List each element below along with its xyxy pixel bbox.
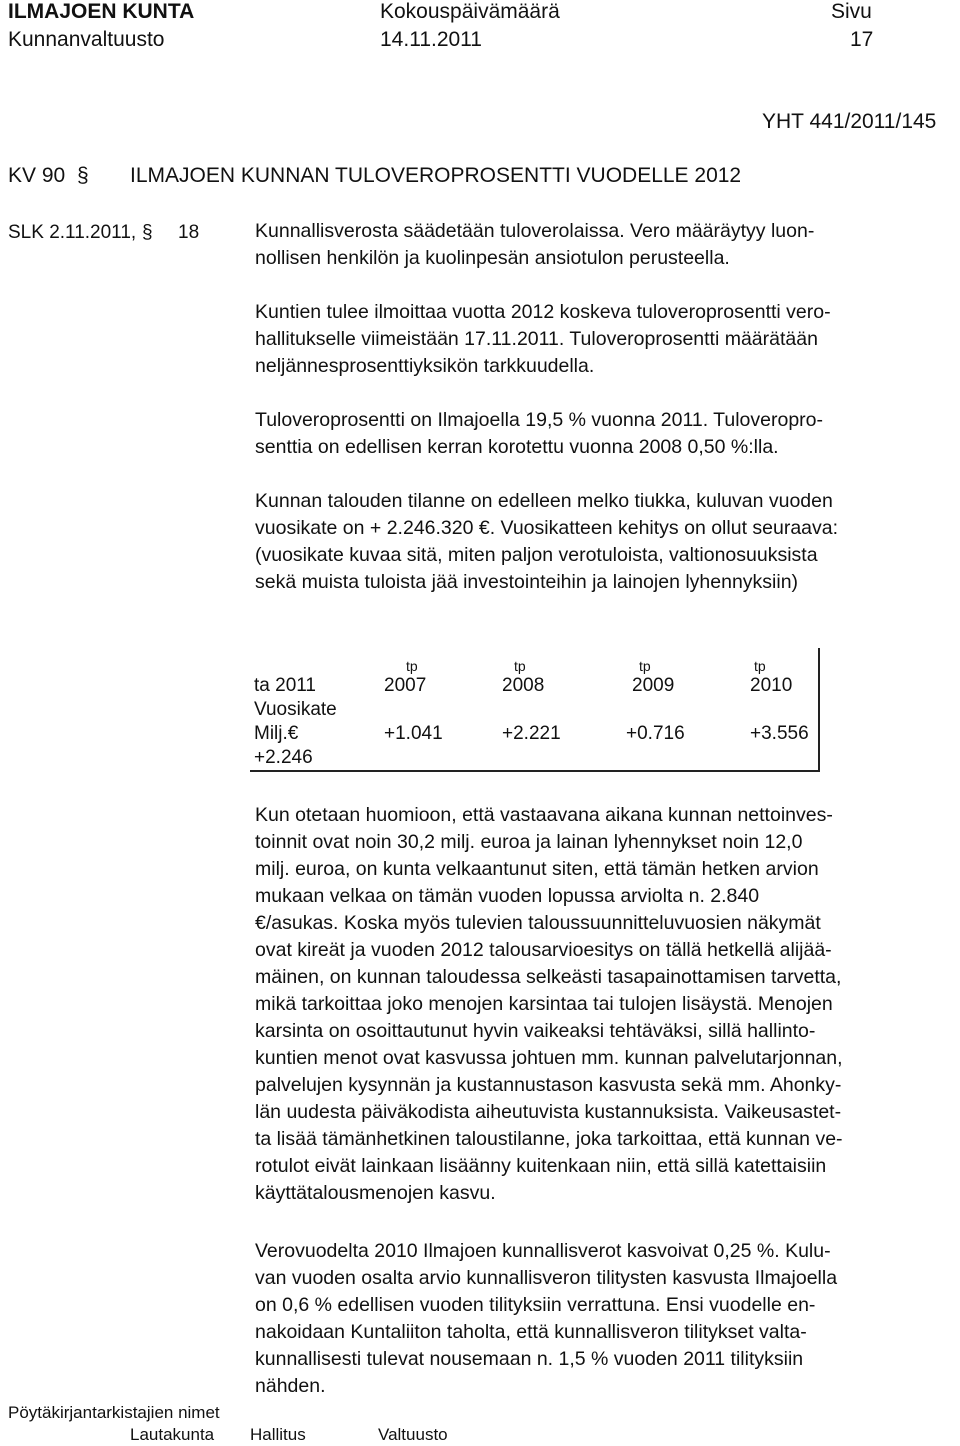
header-date: 14.11.2011 <box>380 28 482 51</box>
paragraph-2: Kuntien tulee ilmoittaa vuotta 2012 koskeva tuloveroprosentti vero- hallitukselle viimeistään 17.11.2011. Tuloveroprosentti määrätään neljännesprosenttiyksikön tarkkuudella. <box>255 301 831 377</box>
section-number: KV 90 <box>8 164 66 187</box>
tp-label: tp <box>754 658 766 674</box>
table-ta-value: +2.246 <box>254 747 313 768</box>
header-body: Kunnanvaltuusto <box>8 28 165 51</box>
table-value: +3.556 <box>750 723 809 744</box>
footer-label: Pöytäkirjantarkistajien nimet <box>8 1403 220 1422</box>
paragraph-6: Verovuodelta 2010 Ilmajoen kunnallisverot kasvoivat 0,25 %. Kulu- van vuoden osalta arvio kunnallisveron tilitysten kasvusta Ilmajoella on 0,6 % edellisen vuoden tilityksiin verrattuna. Ensi vuodelle en- nakoidaan Kuntaliiton taholta, että kunnallisveron tilitykset valta- kunnallisesti tulevat nousemaan n. 1,5 % vuoden 2011 tilityksiin nähden. <box>255 1240 838 1397</box>
tp-label: tp <box>514 658 526 674</box>
header-page: 17 <box>850 28 874 51</box>
tp-label: tp <box>406 658 418 674</box>
header-date-label: Kokouspäivämäärä <box>380 0 560 23</box>
paragraph-4: Kunnan talouden tilanne on edelleen melko tiukka, kuluvan vuoden vuosikate on + 2.246.320 €. Vuosikatteen kehitys on ollut seuraava: (vuosikate kuvaa sitä, miten paljon verotuloista, valtionosuuksista sekä muista tuloista jää investointeihin ja lainojen lyhennyksiin) <box>255 490 839 593</box>
footer-lautakunta: Lautakunta <box>130 1425 215 1444</box>
table-value: +0.716 <box>626 723 685 744</box>
section-title: ILMAJOEN KUNNAN TULOVEROPROSENTTI VUODELLE 2012 <box>130 164 742 187</box>
table-row-label: Vuosikate <box>254 699 337 720</box>
footer-valtuusto: Valtuusto <box>378 1425 448 1444</box>
paragraph-3: Tuloveroprosentti on Ilmajoella 19,5 % vuonna 2011. Tuloveropro- senttia on edellisen kerran korotettu vuonna 2008 0,50 %:lla. <box>255 409 824 458</box>
tp-label: tp <box>639 658 651 674</box>
prior-num: 18 <box>178 222 200 243</box>
footer-hallitus: Hallitus <box>250 1425 306 1444</box>
table-year: 2008 <box>502 675 545 696</box>
prior-ref: SLK 2.11.2011, <box>8 222 137 243</box>
header-org: ILMAJOEN KUNTA <box>8 0 195 23</box>
table-row-label: Milj.€ <box>254 723 299 744</box>
table-col-ta: ta 2011 <box>254 675 316 696</box>
table-year: 2007 <box>384 675 427 696</box>
section-symbol: § <box>77 164 89 187</box>
prior-symbol: § <box>142 222 153 243</box>
table-value: +2.221 <box>502 723 561 744</box>
paragraph-1: Kunnallisverosta säädetään tuloverolaissa. Vero määräytyy luon- nollisen henkilön ja kuolinpesän ansiotulon perusteella. <box>255 220 815 269</box>
paragraph-5: Kun otetaan huomioon, että vastaavana aikana kunnan nettoinves- toinnit ovat noin 30,2 milj. euroa ja lainan lyhennykset noin 12,0 milj. euroa, on kunta velkaantunut siten, että tämän hetken arvion mukaan velkaa on tämän vuoden lopussa arviolta n. 2.840 €/asukas. Koska myös tulevien taloussuunnitteluvuosien näkymät ovat kireät ja vuoden 2012 talousarvioesitys on tällä hetkellä alijää- mäinen, on kunnan taloudessa selkeästi tasapainottamisen tarvetta, mikä tarkoittaa joko menojen karsintaa tai tulojen lisäystä. Menojen karsinta on osoittautunut hyvin vaikeaksi tehtäväksi, sillä hallinto- kuntien menot ovat kasvussa johtuen mm. kunnan palvelutarjonnan, palvelujen kysynnän ja kustannustason kasvusta sekä mm. Ahonky- län uudesta päiväkodista aiheutuvista kustannuksista. Vaikeusastet- ta lisää tämänhetkinen taloustilanne, joka tarkoittaa, että kunnan ve- rotulot eivät lainkaan lisäänny kuitenkaan niin, että sillä katettaisiin käyttätalousmenojen kasvu. <box>255 804 843 1204</box>
table-year: 2009 <box>632 675 675 696</box>
table-value: +1.041 <box>384 723 443 744</box>
vuosikate-table <box>250 648 820 772</box>
table-year: 2010 <box>750 675 793 696</box>
document-ref: YHT 441/2011/145 <box>762 110 937 133</box>
header-page-label: Sivu <box>831 0 872 23</box>
